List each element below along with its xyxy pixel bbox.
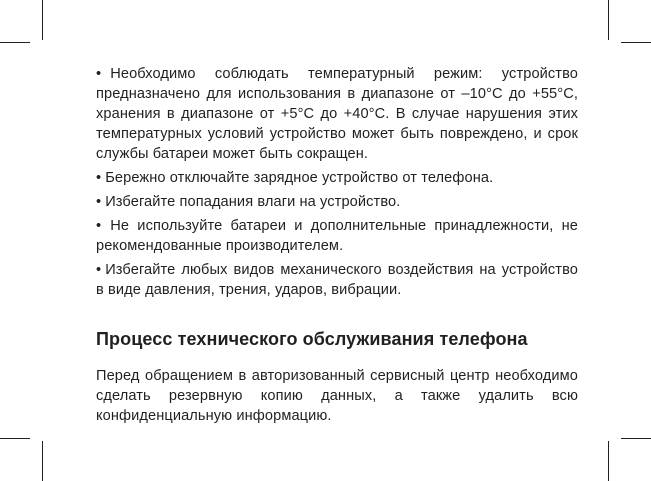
section-title: Процесс технического обслуживания телефона — [96, 329, 528, 349]
crop-mark-bottom-right-vertical — [608, 441, 609, 481]
crop-mark-bottom-left-horizontal — [0, 438, 30, 439]
section-body: Перед обращением в авторизованный сервисный центр необходимо сделать резервную копию данных, а также удалить всю конфиденциальную информацию. — [96, 368, 578, 424]
bullet-accessories — [96, 216, 578, 256]
bullet-marker: • — [96, 170, 102, 186]
bullet-text: Избегайте попадания влаги на устройство. — [105, 194, 401, 210]
crop-mark-bottom-left-vertical — [42, 441, 43, 481]
bullet-mechanical — [96, 260, 578, 300]
bullet-marker: • — [96, 194, 102, 210]
crop-mark-top-right-horizontal — [621, 42, 651, 43]
bullet-marker: • — [96, 218, 102, 234]
page-content — [96, 64, 578, 426]
bullet-temperature — [96, 64, 578, 164]
bullet-charger — [96, 168, 578, 188]
bullet-marker: • — [96, 262, 102, 278]
bullet-text: Бережно отключайте зарядное устройство от телефона. — [105, 170, 494, 186]
crop-mark-top-right-vertical — [608, 0, 609, 40]
crop-mark-top-left-horizontal — [0, 42, 30, 43]
crop-mark-top-left-vertical — [42, 0, 43, 40]
bullet-text: Не используйте батареи и дополнительные принадлежности, не рекомендованные производителем. — [96, 218, 578, 254]
bullet-text: Избегайте любых видов механического воздействия на устройство в виде давления, трения, ударов, вибрации. — [96, 262, 578, 298]
bullet-marker: • — [96, 66, 102, 82]
crop-mark-bottom-right-horizontal — [621, 438, 651, 439]
bullet-text: Необходимо соблюдать температурный режим: устройство предназначено для использования в диапазоне от –10°С до +55°С, хранения в диапазоне от +5°С до +40°С. В случае нарушения этих температурных условий устройство может быть повреждено, и срок службы батареи может быть сокращен. — [96, 66, 578, 162]
bullet-moisture — [96, 192, 578, 212]
